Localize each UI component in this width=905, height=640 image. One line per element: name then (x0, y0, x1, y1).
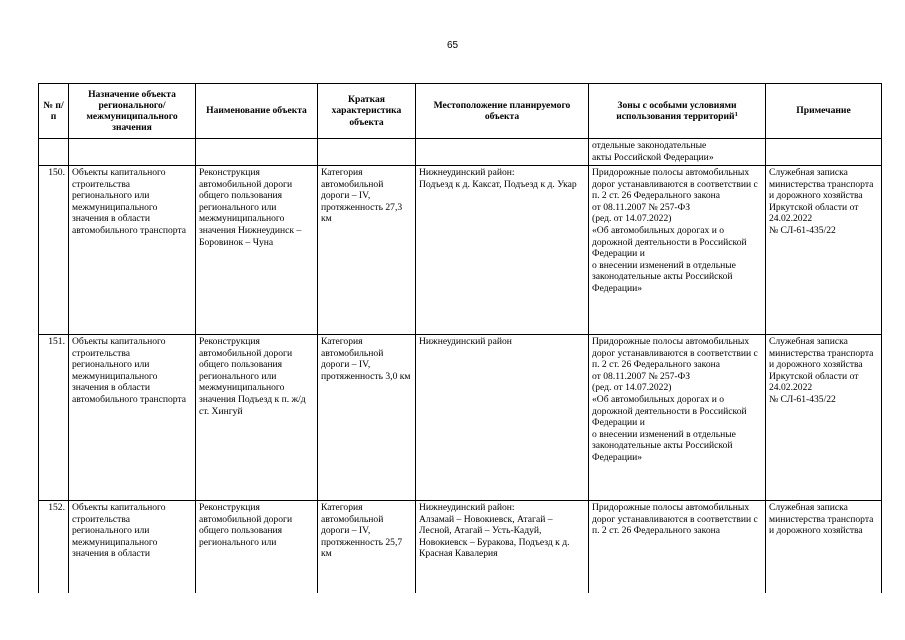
cell-note: Служебная записка министерства транспорта и дорожного хозяйства Иркутской области от 24.02.2022 № СЛ-61-435/22 (766, 335, 882, 501)
cell-name (196, 139, 318, 166)
cell-name: Реконструкция автомобильной дороги общего пользования регионального или межмуниципального значения Подъезд к п. ж/д ст. Хингуй (196, 335, 318, 501)
table-container (38, 83, 882, 593)
cell-location: Нижнеудинский район: Подъезд к д. Каксат, Подъезд к д. Укар (416, 166, 589, 335)
cell-zones: отдельные законодательные акты Российской Федерации» (589, 139, 766, 166)
objects-table (38, 83, 882, 593)
table-row (39, 335, 882, 501)
cell-num: 150. (39, 166, 69, 335)
header-zones (589, 84, 766, 139)
cell-name: Реконструкция автомобильной дороги общего пользования регионального или межмуниципального значения Нижнеудинск – Боровинок – Чуна (196, 166, 318, 335)
cell-note (766, 139, 882, 166)
cell-characteristic: Категория автомобильной дороги – IV, протяженность 25,7 км (318, 501, 416, 594)
table-row-continuation (39, 139, 882, 166)
header-name: Наименование объекта (196, 84, 318, 139)
cell-purpose: Объекты капитального строительства регионального или межмуниципального значения в области автомобильного транспорта (69, 335, 196, 501)
cell-purpose (69, 139, 196, 166)
cell-purpose: Объекты капитального строительства регионального или межмуниципального значения в области автомобильного транспорта (69, 166, 196, 335)
cell-zones: Придорожные полосы автомобильных дорог устанавливаются в соответствии с п. 2 ст. 26 Федерального закона от 08.11.2007 № 257-ФЗ (ред. от 14.07.2022) «Об автомобильных дорогах и о дорожной деятельности в Российской Федерации и о внесении изменений в отдельные законодательные акты Российской Федерации» (589, 166, 766, 335)
cell-num (39, 139, 69, 166)
cell-purpose: Объекты капитального строительства регионального или межмуниципального значения в области (69, 501, 196, 594)
cell-zones: Придорожные полосы автомобильных дорог устанавливаются в соответствии с п. 2 ст. 26 Федерального закона (589, 501, 766, 594)
header-num: № п/п (39, 84, 69, 139)
cell-note: Служебная записка министерства транспорта и дорожного хозяйства (766, 501, 882, 594)
table-header-row (39, 84, 882, 139)
table-row (39, 501, 882, 594)
cell-num: 151. (39, 335, 69, 501)
cell-location: Нижнеудинский район (416, 335, 589, 501)
page-number: 65 (446, 40, 459, 51)
cell-characteristic: Категория автомобильной дороги – IV, протяженность 27,3 км (318, 166, 416, 335)
header-purpose: Назначение объекта регионального/ межмуниципального значения (69, 84, 196, 139)
table-row (39, 166, 882, 335)
cell-location: Нижнеудинский район: Алзамай – Новокиевск, Атагай – Лесной, Атагай – Усть-Кадуй, Новокиевск – Буракова, Подъезд к д. Красная Кавалерия (416, 501, 589, 594)
cell-note: Служебная записка министерства транспорта и дорожного хозяйства Иркутской области от 24.02.2022 № СЛ-61-435/22 (766, 166, 882, 335)
header-zones-label: Зоны с особыми условиями использования территорий (616, 99, 737, 122)
header-note: Примечание (766, 84, 882, 139)
cell-num: 152. (39, 501, 69, 594)
cell-characteristic: Категория автомобильной дороги – IV, протяженность 3,0 км (318, 335, 416, 501)
cell-location (416, 139, 589, 166)
cell-zones: Придорожные полосы автомобильных дорог устанавливаются в соответствии с п. 2 ст. 26 Федерального закона от 08.11.2007 № 257-ФЗ (ред. от 14.07.2022) «Об автомобильных дорогах и о дорожной деятельности в Российской Федерации и о внесении изменений в отдельные законодательные акты Российской Федерации» (589, 335, 766, 501)
header-zones-footnote: 1 (734, 111, 738, 118)
cell-characteristic (318, 139, 416, 166)
header-location: Местоположение планируемого объекта (416, 84, 589, 139)
cell-name: Реконструкция автомобильной дороги общего пользования регионального или (196, 501, 318, 594)
header-characteristic: Краткая характеристика объекта (318, 84, 416, 139)
